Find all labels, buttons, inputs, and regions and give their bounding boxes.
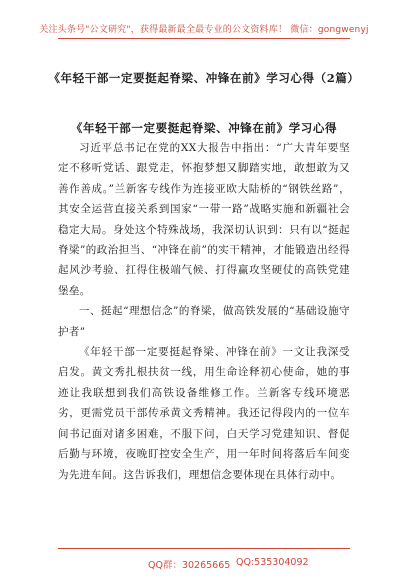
footer-divider bbox=[58, 548, 350, 549]
paragraph: 习近平总书记在党的XX大报告中指出：“广大青年要坚定不移听党话、跟党走，怀抱梦想又脚踏实地，敢想敢为又善作善成。”兰新客专线作为连接亚欧大陆桥的“钢铁丝路”，其安全运营直接关系到国家“一带一路”战略实施和新疆社会稳定大局。身处这个特殊战场，我深切认识到：只有以“挺起脊梁”的政治担当、“冲锋在前”的实干精神，才能锻造出经得起风沙考验、扛得住极端气候、打得赢攻坚硬仗的高铁党建堡垒。 bbox=[58, 142, 350, 297]
paragraph-heading: 一、挺起“理想信念”的脊梁，做高铁发展的“基础设施守护者” bbox=[58, 305, 350, 338]
qq-group-link[interactable]: QQ群：30265665 bbox=[148, 560, 231, 571]
header-notice: 关注头条号"公文研究"，获得最新最全最专业的公文资料库！ 微信：gongwenyj bbox=[39, 25, 369, 35]
document-title: 《年轻干部一定要挺起脊梁、冲锋在前》学习心得（2篇） bbox=[48, 71, 360, 85]
header-divider bbox=[58, 38, 350, 39]
paragraph: 《年轻干部一定要挺起脊梁、冲锋在前》一文让我深受启发。黄文秀扎根扶贫一线，用生命诠释初心使命，她的事迹让我联想到我们高铁设备维修工作。兰新客专线环境恶劣，更需党员干部传承黄文秀精神。我还记得段内的一位车间书记面对诸多困难，不服下问，白天学习党建知识、督促后勤与环境，夜晚盯控安全生产，用一年时间将落后车间变为先进车间。这告诉我们，理想信念要体现在具体行动中。 bbox=[58, 346, 350, 481]
footer bbox=[0, 557, 408, 573]
qq-contact-link[interactable]: QQ:535304092 bbox=[236, 557, 309, 568]
section-title: 《年轻干部一定要挺起脊梁、冲锋在前》学习心得 bbox=[70, 121, 338, 135]
document-body bbox=[58, 138, 350, 485]
